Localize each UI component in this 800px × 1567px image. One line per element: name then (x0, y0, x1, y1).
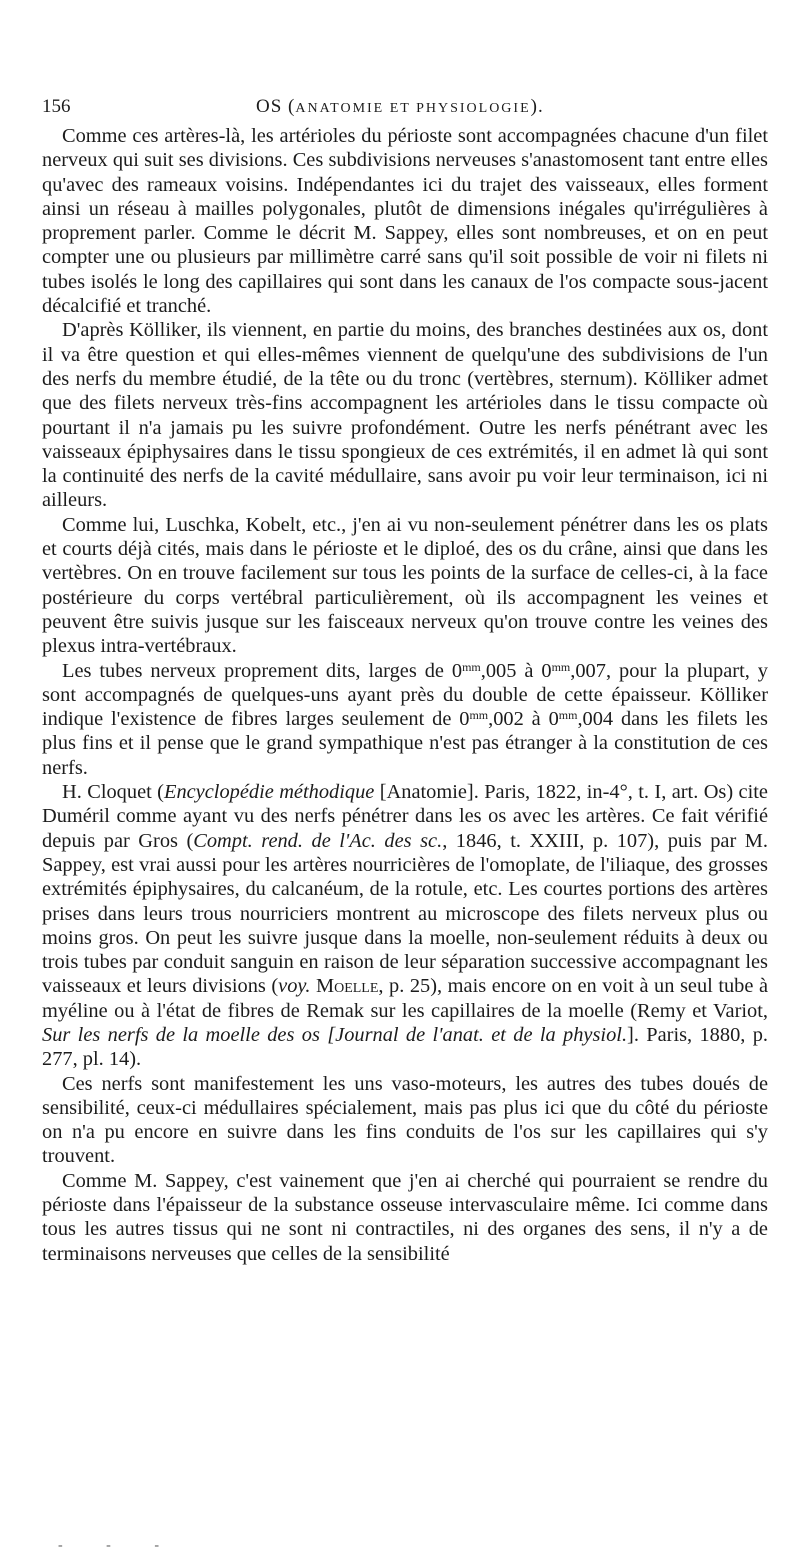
running-title (256, 92, 544, 124)
page-number: 156 (42, 96, 71, 117)
citation-title: Encyclopédie méthodique (163, 781, 375, 804)
paragraph-7: Comme M. Sappey, c'est vainement que j'en ai cherché qui pourraient se rendre du périoste dans l'épaisseur de la substance osseuse intervasculaire même. Ici comme dans tous les autres tissus qui ne sont ni contractiles, ni des organes des sens, il n'y a de terminaisons nerveuses que celles de la sensibilité (42, 1169, 768, 1265)
paragraph-3: Comme lui, Luschka, Kobelt, etc., j'en ai vu non-seulement pénétrer dans les os plats et courts déjà cités, mais dans le périoste et le diploé, des os du crâne, ainsi que dans les vertèbres. On en trouve facilement sur tous les points de la surface de celles-ci, à la face postérieure du corps vertébral particulièrement, où ils accompagnent les veines et peuvent être suivis jusque sur les faisceaux nerveux qu'on trouve contre les veines des plexus intra-vertébraux. (42, 513, 768, 658)
p5-part-j: ]. Paris, 1880, p. 277, pl. 14). (42, 1023, 768, 1071)
citation-abbrev: voy. (278, 975, 311, 998)
p4-part-2: ,005 à 0 (480, 659, 552, 682)
running-title-small: ANATOMIE ET PHYSIOLOGIE (295, 101, 531, 116)
paragraph-2: D'après Kölliker, ils viennent, en partie du moins, des branches destinées aux os, dont il va être question et qui elles-mêmes viennent de quelqu'une des subdivisions de l'un des nerfs du membre étudié, de la tête ou du tronc (vertèbres, sternum). Kölliker admet que des filets nerveux très-fins accompagnent les artérioles dans le tissu compacte où pourtant il n'a jamais pu les suivre profondément. Outre les nerfs pénétrant avec les vaisseaux épiphysaires dans le tissu spongieux de ces extrémités, il en admet là qui sont la continuité des nerfs de la cavité médullaire, sans avoir pu voir leur terminaison, ici ni ailleurs. (42, 319, 768, 512)
p5-part-a: H. Cloquet ( (62, 781, 164, 804)
p4-part-5: ,004 dans les filets les plus fins et il pense que le grand sympathique n'est pas étranger à la constitution de ces nerfs. (42, 708, 768, 779)
cross-reference: Moelle (310, 975, 379, 998)
unit-mm: mm (551, 659, 571, 674)
citation-title: Compt. rend. de l'Ac. des sc. (193, 829, 443, 852)
document-page (42, 92, 768, 1266)
p5-part-c: [Anatomie]. Paris, 1822, in-4°, t. I, art. Os) cite Duméril comme ayant vu des nerfs pénétrer dans les os avec les artères. Ce fait vérifié depuis par Gros ( (42, 781, 768, 852)
body-text (42, 124, 768, 1266)
unit-mm: mm (462, 659, 481, 674)
paragraph-6: Ces nerfs sont manifestement les uns vaso-moteurs, les autres des tubes doués de sensibilité, ceux-ci médullaires spécialement, mais pas plus ici que du côté du périoste on n'a pu encore en suivre dans les fins conduits de l'os sur les capillaires qui s'y trouvent. (42, 1072, 768, 1168)
running-title-main: OS ( (256, 96, 296, 117)
footer-marks: - - - (58, 1538, 179, 1553)
paragraph-1: Comme ces artères-là, les artérioles du périoste sont accompagnées chacune d'un filet nerveux qui suit ses divisions. Ces subdivisions nerveuses s'anastomosent tant entre elles qu'avec des rameaux voisins. Indépendantes ici du trajet des vaisseaux, elles forment ainsi un réseau à mailles polygonales, plutôt de dimensions inégales qu'irrégulières à proprement parler. Comme le décrit M. Sappey, elles sont nombreuses, et on en peut compter une ou plusieurs par millimètre carré sans qu'il soit possible de voir ni filets ni tubes isolés le long des capillaires qui sont dans les canaux de l'os compacte sous-jacent décalcifié et tranché. (42, 125, 768, 318)
citation-title: Sur les nerfs de la moelle des os [Journal de l'anat. et de la physiol. (42, 1023, 628, 1046)
paragraph-4 (42, 659, 768, 780)
p5-part-h: , p. 25), mais encore on en voit à un seul tube à myéline ou à l'état de fibres de Remak sur les capillaires de la moelle (Remy et Variot, (42, 975, 769, 1022)
p4-part-4: ,002 à 0 (488, 708, 559, 731)
unit-mm: mm (469, 708, 489, 723)
unit-mm: mm (558, 708, 578, 723)
paragraph-5 (42, 780, 768, 1072)
p4-part-3: ,007, pour la plupart, y sont accompagnés de quelques-uns ayant près du double de cette épaisseur. Kölliker indique l'existence de fibres larges seulement de 0 (42, 659, 768, 731)
page-header (42, 92, 768, 122)
running-title-end: ). (530, 96, 544, 117)
p5-part-e: , 1846, t. XXIII, p. 107), puis par M. Sappey, est vrai aussi pour les artères nourricières de l'omoplate, de l'iliaque, des grosses extrémités épiphysaires, du calcanéum, de la rotule, etc. Les courtes portions des artères prises dans leurs trous nourriciers montrent au microscope des filets nerveux plus ou moins gros. On peut les suivre jusque dans la moelle, non-seulement réduits à deux ou trois tubes par conduit sanguin en raison de leur séparation successive accompagnant les vaisseaux et leurs divisions ( (42, 829, 768, 998)
p4-part-1: Les tubes nerveux proprement dits, larges de 0 (62, 659, 463, 682)
